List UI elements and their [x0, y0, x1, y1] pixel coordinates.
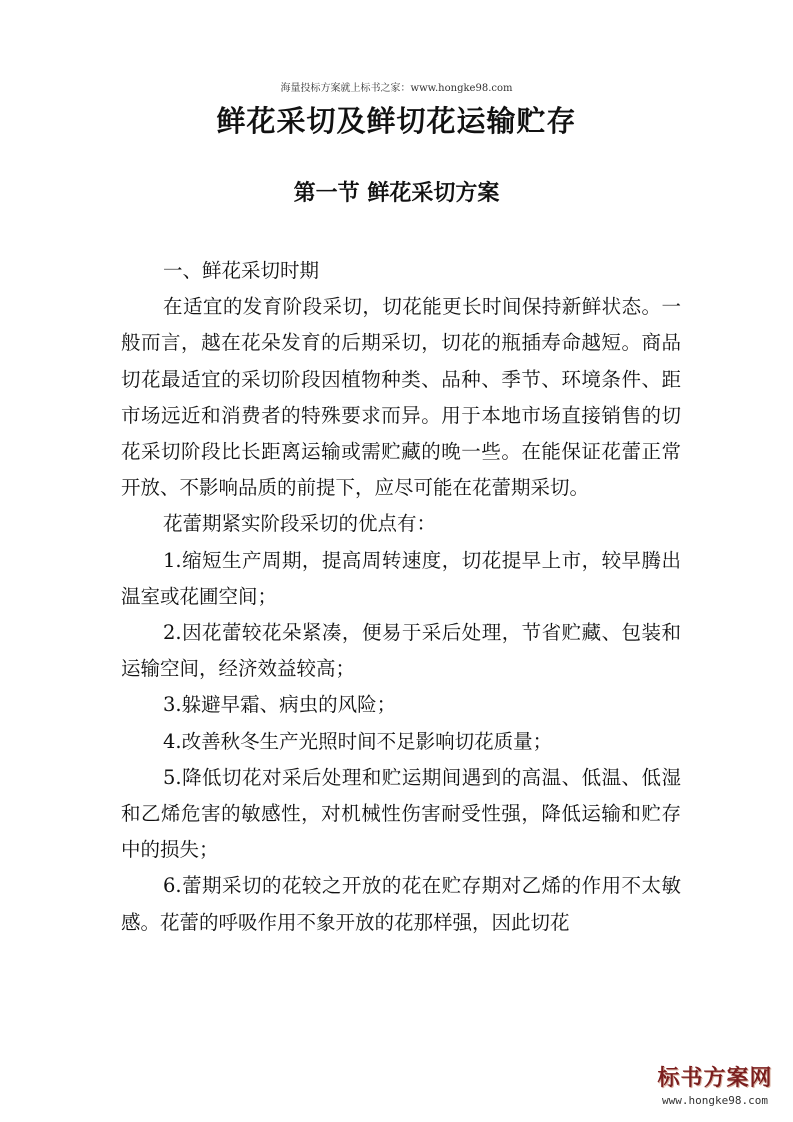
section-title: 第一节 鲜花采切方案 — [293, 181, 500, 206]
document-title: 鲜花采切及鲜切花运输贮存 — [216, 104, 577, 138]
list-item: 1.缩短生产周期，提高周转速度，切花提早上市，较早腾出温室或花圃空间； — [121, 548, 681, 608]
document-body — [121, 253, 681, 941]
logo-url: www.hongke98.com — [662, 1094, 768, 1107]
logo-name: 标书方案网 — [657, 1066, 773, 1091]
header-note: 海量投标方案就上标书之家：www.hongke98.com — [280, 83, 513, 94]
paragraph-advantages-intro: 花蕾期紧实阶段采切的优点有： — [163, 512, 437, 536]
site-logo[interactable] — [640, 1066, 790, 1107]
list-item: 3.躲避早霜、病虫的风险； — [163, 693, 397, 717]
list-item: 2.因花蕾较花朵紧凑，便易于采后处理，节省贮藏、包装和运输空间，经济效益较高； — [121, 621, 681, 681]
list-item: 4.改善秋冬生产光照时间不足影响切花质量； — [163, 729, 553, 753]
list-item: 5.降低切花对采后处理和贮运期间遇到的高温、低温、低湿和乙烯危害的敏感性，对机械性伤害耐受性强，降低运输和贮存中的损失； — [121, 765, 681, 862]
list-item: 6.蕾期采切的花较之开放的花在贮存期对乙烯的作用不太敏感。花蕾的呼吸作用不象开放的花那样强，因此切花 — [121, 874, 681, 934]
subheading-harvest-period: 一、鲜花采切时期 — [163, 259, 320, 282]
paragraph: 在适宜的发育阶段采切，切花能更长时间保持新鲜状态。一般而言，越在花朵发育的后期采切，切花的瓶插寿命越短。商品切花最适宜的采切阶段因植物种类、品种、季节、环境条件、距市场远近和消费者的特殊要求而异。用于本地市场直接销售的切花采切阶段比长距离运输或需贮藏的晚一些。在能保证花蕾正常开放、不影响品质的前提下，应尽可能在花蕾期采切。 — [121, 295, 681, 500]
